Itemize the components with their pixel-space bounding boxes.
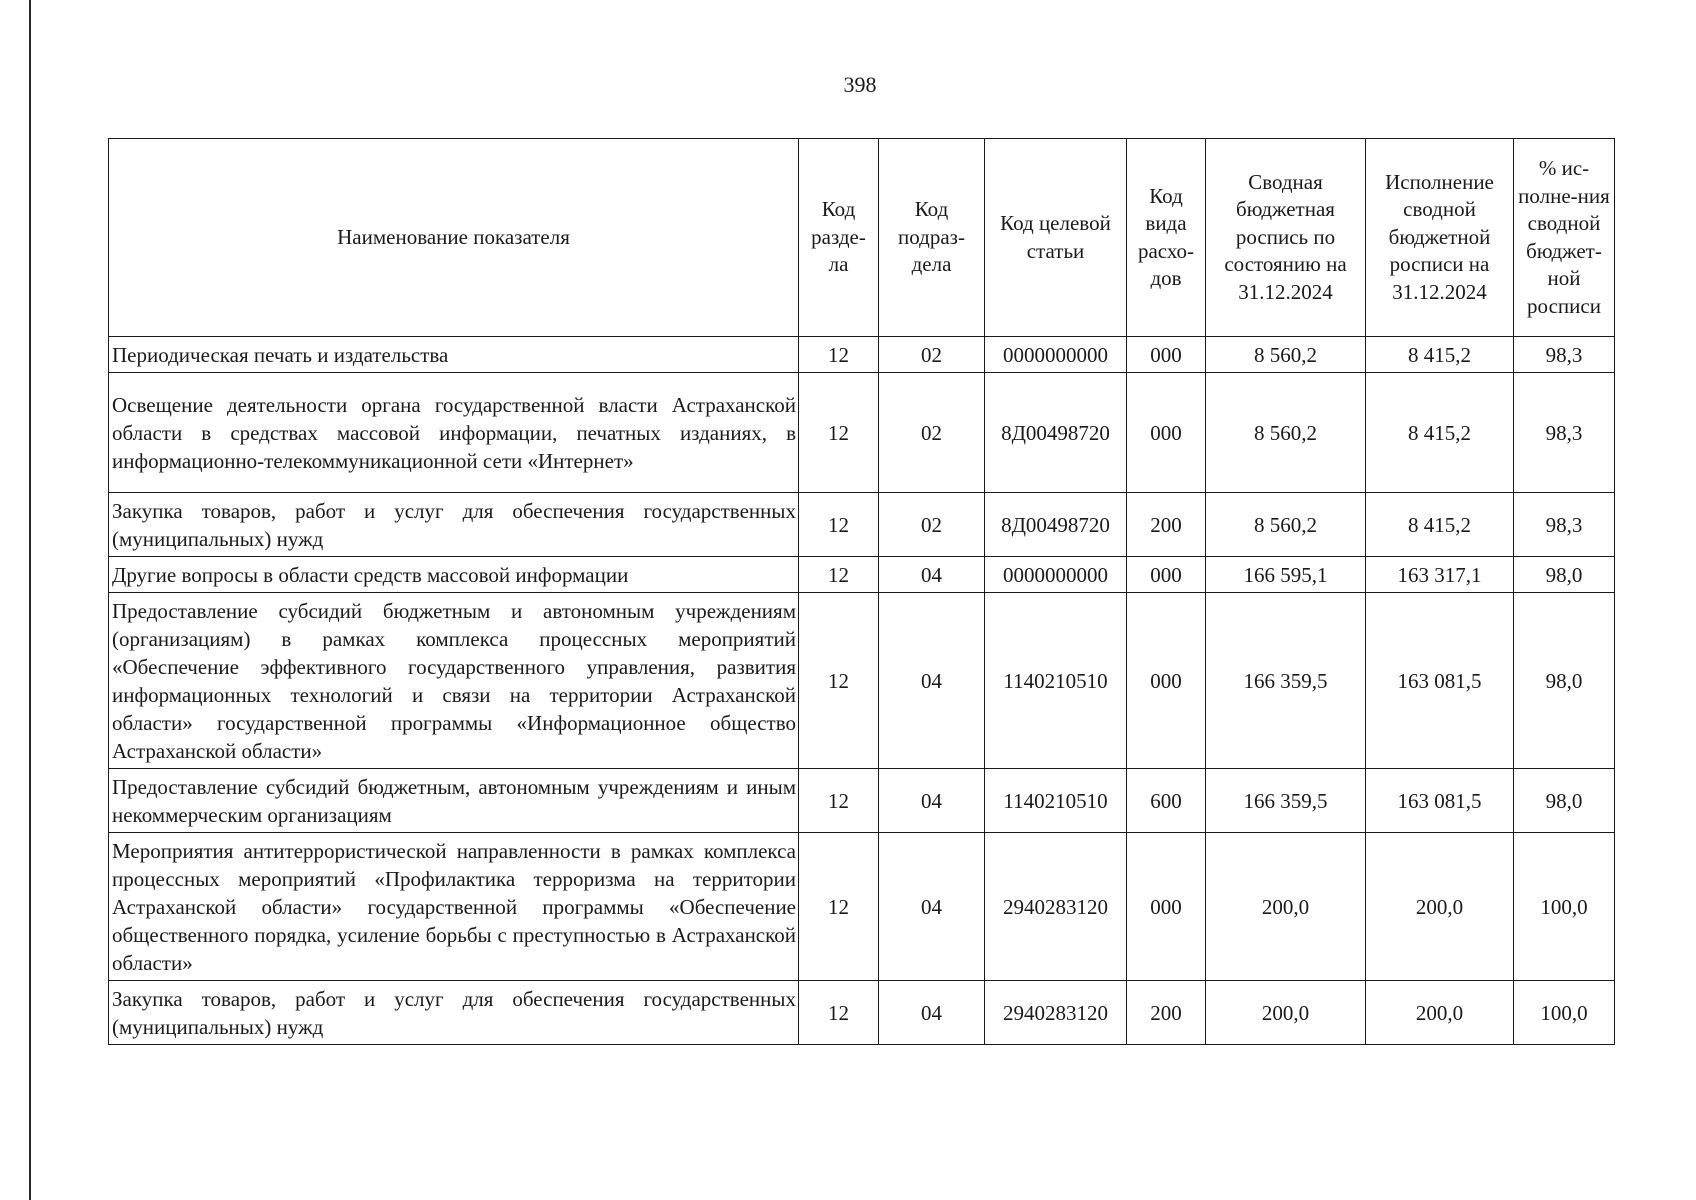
header-vid: Код вида расхо-дов — [1127, 139, 1206, 337]
row-vid: 000 — [1127, 833, 1206, 981]
header-razdel: Код разде-ла — [799, 139, 879, 337]
row-podrazdel: 02 — [879, 337, 985, 373]
row-cel: 0000000000 — [985, 557, 1127, 593]
header-plan: Сводная бюджетная роспись по состоянию на 31.12.2024 — [1206, 139, 1366, 337]
table-row — [109, 337, 1615, 373]
row-cel: 2940283120 — [985, 981, 1127, 1045]
row-cel: 1140210510 — [985, 593, 1127, 769]
row-name: Мероприятия антитеррористической направленности в рамках комплекса процессных мероприятий «Профилактика терроризма на территории Астраханской области» государственной программы «Обеспечение общественного порядка, усиление борьбы с преступностью в Астраханской области» — [109, 833, 799, 981]
row-razdel: 12 — [799, 769, 879, 833]
row-plan: 8 560,2 — [1206, 493, 1366, 557]
row-name: Периодическая печать и издательства — [109, 337, 799, 373]
row-plan: 8 560,2 — [1206, 337, 1366, 373]
row-plan: 200,0 — [1206, 981, 1366, 1045]
row-cel: 2940283120 — [985, 833, 1127, 981]
row-fact: 8 415,2 — [1366, 337, 1514, 373]
row-vid: 200 — [1127, 493, 1206, 557]
row-plan: 166 359,5 — [1206, 769, 1366, 833]
row-fact: 163 081,5 — [1366, 593, 1514, 769]
header-name: Наименование показателя — [109, 139, 799, 337]
row-podrazdel: 04 — [879, 981, 985, 1045]
row-pct: 98,3 — [1514, 337, 1615, 373]
row-podrazdel: 04 — [879, 593, 985, 769]
header-fact: Исполнение сводной бюджетной росписи на 31.12.2024 — [1366, 139, 1514, 337]
table-row — [109, 593, 1615, 769]
budget-table — [108, 138, 1615, 1045]
row-name: Закупка товаров, работ и услуг для обеспечения государственных (муниципальных) нужд — [109, 981, 799, 1045]
row-podrazdel: 02 — [879, 373, 985, 493]
row-cel: 8Д00498720 — [985, 373, 1127, 493]
row-cel: 8Д00498720 — [985, 493, 1127, 557]
row-vid: 000 — [1127, 557, 1206, 593]
header-podrazdel: Код подраз-дела — [879, 139, 985, 337]
row-plan: 166 595,1 — [1206, 557, 1366, 593]
row-fact: 200,0 — [1366, 981, 1514, 1045]
row-podrazdel: 04 — [879, 833, 985, 981]
header-pct: % ис-полне-ния сводной бюджет-ной росписи — [1514, 139, 1615, 337]
row-cel: 0000000000 — [985, 337, 1127, 373]
row-pct: 98,3 — [1514, 493, 1615, 557]
row-plan: 200,0 — [1206, 833, 1366, 981]
table-row — [109, 373, 1615, 493]
row-razdel: 12 — [799, 557, 879, 593]
row-name: Предоставление субсидий бюджетным и автономным учреждениям (организациям) в рамках комплекса процессных мероприятий «Обеспечение эффективного государственного управления, развития информационных технологий и связи на территории Астраханской области» государственной программы «Информационное общество Астраханской области» — [109, 593, 799, 769]
row-fact: 8 415,2 — [1366, 493, 1514, 557]
row-plan: 166 359,5 — [1206, 593, 1366, 769]
binding-line — [29, 0, 31, 1200]
header-cel: Код целевой статьи — [985, 139, 1127, 337]
row-vid: 200 — [1127, 981, 1206, 1045]
row-name: Предоставление субсидий бюджетным, автономным учреждениям и иным некоммерческим организациям — [109, 769, 799, 833]
row-fact: 8 415,2 — [1366, 373, 1514, 493]
row-podrazdel: 04 — [879, 769, 985, 833]
row-podrazdel: 04 — [879, 557, 985, 593]
row-vid: 000 — [1127, 593, 1206, 769]
table-row — [109, 557, 1615, 593]
row-vid: 000 — [1127, 337, 1206, 373]
row-pct: 98,0 — [1514, 593, 1615, 769]
row-fact: 163 081,5 — [1366, 769, 1514, 833]
table-row — [109, 769, 1615, 833]
row-fact: 163 317,1 — [1366, 557, 1514, 593]
row-plan: 8 560,2 — [1206, 373, 1366, 493]
row-cel: 1140210510 — [985, 769, 1127, 833]
row-name: Закупка товаров, работ и услуг для обеспечения государственных (муниципальных) нужд — [109, 493, 799, 557]
row-pct: 100,0 — [1514, 981, 1615, 1045]
row-pct: 98,0 — [1514, 769, 1615, 833]
row-razdel: 12 — [799, 593, 879, 769]
row-name: Освещение деятельности органа государственной власти Астраханской области в средствах массовой информации, печатных изданиях, в информационно-телекоммуникационной сети «Интернет» — [109, 373, 799, 493]
table-row — [109, 493, 1615, 557]
row-razdel: 12 — [799, 981, 879, 1045]
row-vid: 000 — [1127, 373, 1206, 493]
table-row — [109, 833, 1615, 981]
row-razdel: 12 — [799, 493, 879, 557]
row-pct: 98,0 — [1514, 557, 1615, 593]
row-name: Другие вопросы в области средств массовой информации — [109, 557, 799, 593]
row-pct: 98,3 — [1514, 373, 1615, 493]
row-razdel: 12 — [799, 337, 879, 373]
row-podrazdel: 02 — [879, 493, 985, 557]
row-razdel: 12 — [799, 373, 879, 493]
header-row — [109, 139, 1615, 337]
row-razdel: 12 — [799, 833, 879, 981]
row-pct: 100,0 — [1514, 833, 1615, 981]
row-fact: 200,0 — [1366, 833, 1514, 981]
page-number: 398 — [843, 72, 877, 97]
row-vid: 600 — [1127, 769, 1206, 833]
table-row — [109, 981, 1615, 1045]
